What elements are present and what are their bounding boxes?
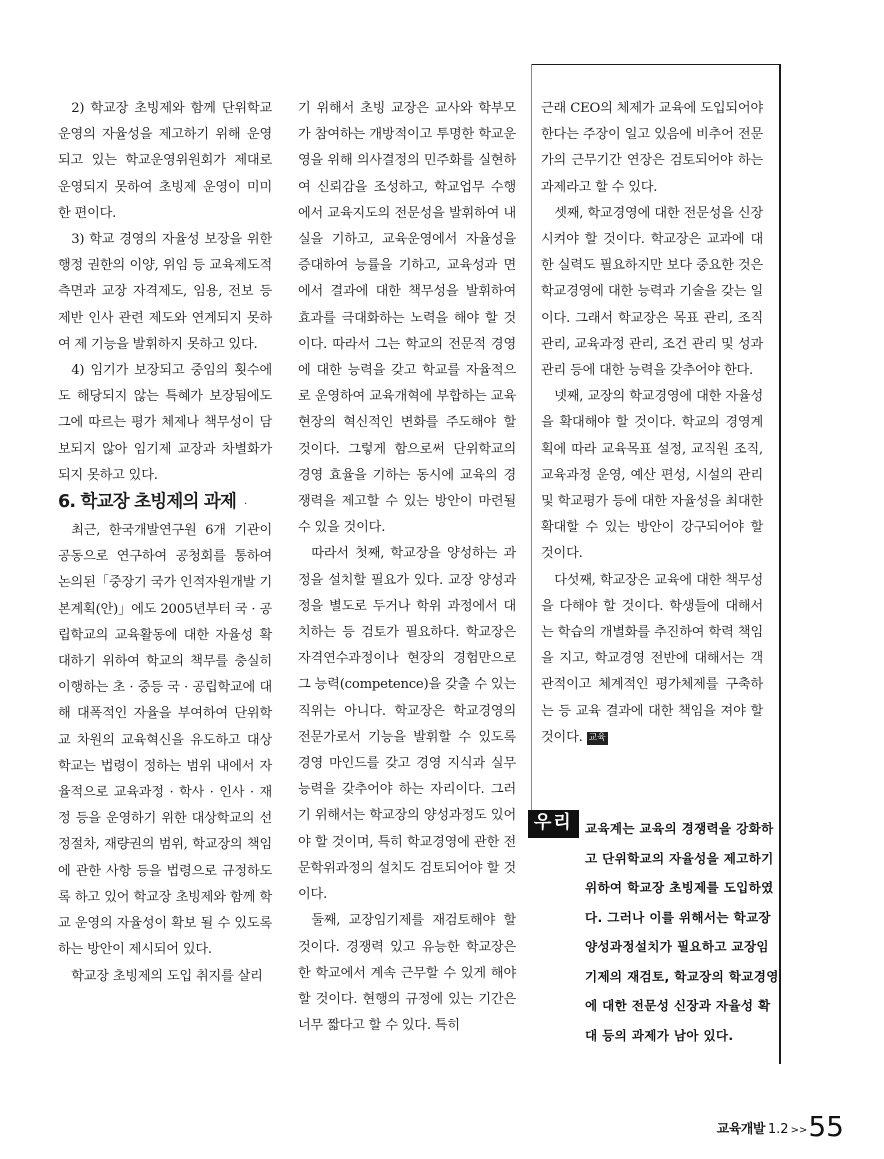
article-end-mark: 교육 xyxy=(588,732,606,743)
sidebar-frame-left-rule xyxy=(531,64,532,816)
summary-text: 교육계는 교육의 경쟁력을 강화하고 단위학교의 자율성을 제고하기 위하여 학교장 초빙제를 도입하였다. 그러나 이를 위해서는 학교장 양성과정설치가 필요하고 교장임기제의 재검토, 학교장의 학교경영에 대한 전문성 신장과 자율성 확대 등의 과제가 남아 있다. xyxy=(585,821,779,1043)
section-heading-text: 6. 학교장 초빙제의 과제 xyxy=(58,492,237,513)
sidebar-frame-top-rule xyxy=(532,64,780,65)
body-paragraph: 넷째, 교장의 학교경영에 대한 자율성을 확대해야 할 것이다. 학교의 경영계획에 따라 교육목표 설정, 교직원 조직, 교육과정 운영, 예산 편성, 시설의 관리 및 학교평가 등에 대한 자율성을 최대한 확대할 수 있는 방안이 강구되어야 할 것이다. xyxy=(541,389,763,562)
body-paragraph: 2) 학교장 초빙제와 함께 단위학교 운영의 자율성을 제고하기 위해 운영되고 있는 학교운영위원회가 제대로 운영되지 못하여 초빙제 운영이 미미한 편이다. xyxy=(58,101,272,221)
body-paragraph-continued: 기 위해서 초빙 교장은 교사와 학부모가 참여하는 개방적이고 투명한 학교운영을 위해 의사결정의 민주화를 실현하여 신뢰감을 조성하고, 학교업무 수행에서 교육지도의 전문성을 발휘하여 내실을 기하고, 교육운영에서 자율성을 증대하여 능률을 기하고, 교육성과 면에서 결과에 대한 책무성을 발휘하여 효과를 극대화하는 노력을 해야 할 것이다. 따라서 그는 학교의 전문적 경영에 대한 능력을 갖고 학교를 자율적으로 운영하여 교육개혁에 부합하는 교육현장의 혁신적인 변화를 주도해야 할 것이다. 그렇게 함으로써 단위학교의 경영 효율을 기하는 동시에 교육의 경쟁력을 제고할 수 있는 방안이 마련될 수 있을 것이다. xyxy=(298,101,516,536)
section-heading xyxy=(58,489,272,518)
text-column-3 xyxy=(541,96,763,751)
page-number: 55 xyxy=(808,1110,844,1143)
body-paragraph: 학교장 초빙제의 도입 취지를 살리 xyxy=(71,968,263,984)
body-paragraph: 3) 학교 경영의 자율성 보장을 위한 행정 권한의 이양, 위임 등 교육제도적 측면과 교장 자격제도, 임용, 전보 등 제반 인사 관련 제도와 연계되지 못하여 제 기능을 발휘하지 못하고 있다. xyxy=(58,232,272,352)
text-column-1 xyxy=(58,96,272,990)
heading-dot-mark: · xyxy=(244,499,247,511)
body-paragraph: 4) 임기가 보장되고 중임의 횟수에도 해당되지 않는 특혜가 보장됨에도 그에 따르는 평가 체제나 책무성이 담보되지 않아 임기제 교장과 차별화가 되지 못하고 있다. xyxy=(58,363,272,483)
magazine-name: 교육개발 xyxy=(716,1122,765,1137)
text-column-2 xyxy=(298,96,516,1039)
body-paragraph xyxy=(541,568,763,751)
summary-tag-label: 우리 xyxy=(528,810,579,838)
body-paragraph-continued: 근래 CEO의 체제가 교육에 도입되어야 한다는 주장이 일고 있음에 비추어 전문가의 근무기간 연장은 검토되어야 하는 과제라고 할 수 있다. xyxy=(541,101,763,195)
page-footer xyxy=(717,1110,844,1143)
body-paragraph: 둘째, 교장임기제를 재검토해야 할 것이다. 경쟁력 있고 유능한 학교장은 한 학교에서 계속 근무할 수 있게 해야 할 것이다. 현행의 규정에 있는 기간은 너무 짧다고 할 수 있다. 특히 xyxy=(298,913,516,1034)
body-paragraph: 셋째, 학교경영에 대한 전문성을 신장시켜야 할 것이다. 학교장은 교과에 대한 실력도 필요하지만 보다 중요한 것은 학교경영에 대한 능력과 기술을 갖는 일이다. 그래서 학교장은 목표 관리, 조직 관리, 교육과정 관리, 조건 관리 및 성과 관리 등에 대한 능력을 갖추어야 한다. xyxy=(541,205,763,379)
issue-number: 1.2 xyxy=(767,1122,789,1137)
body-paragraph: 따라서 첫째, 학교장을 양성하는 과정을 설치할 필요가 있다. 교장 양성과정을 별도로 두거나 학위 과정에서 대치하는 등 검토가 필요하다. 학교장은 자격연수과정이나 현장의 경험만으로 그 능력(competence)을 갖출 수 있는 직위는 아니다. 학교장은 학교경영의 전문가로서 기능을 발휘할 수 있도록 경영 마인드를 갖고 경영 지식과 실무 능력을 갖추어야 하는 자리이다. 그러기 위해서는 학교장의 양성과정도 있어야 할 것이며, 특히 학교경영에 관한 전문학위과정의 설치도 검토되어야 할 것이다. xyxy=(298,546,516,903)
final-paragraph-text: 다섯째, 학교장은 교육에 대한 책무성을 다해야 할 것이다. 학생들에 대해서는 학습의 개별화를 추진하여 학력 책임을 지고, 학교경영 전반에 대해서는 객관적이고 체계적인 평가체제를 구축하는 등 교육 결과에 대한 책임을 져야 할 것이다. xyxy=(541,572,763,745)
body-paragraph: 최근, 한국개발연구원 6개 기관이 공동으로 연구하여 공청회를 통하여 논의된「중장기 국가 인적자원개발 기본계획(안)」에도 2005년부터 국 · 공립학교의 교육활동에 대한 자율성 확대하기 위하여 학교의 책무를 충실히 이행하는 초 · 중등 국 · 공립학교에 대해 대폭적인 자율을 부여하여 단위학교 차원의 교육혁신을 유도하고 대상 학교는 법령이 정하는 범위 내에서 자율적으로 교육과정 · 학사 · 인사 · 재정 등을 운영하기 위한 대상학교의 선정절차, 재량권의 범위, 학교장의 책임에 관한 사항 등을 법령으로 규정하도록 하고 있어 학교장 초빙제와 함께 학교 운영의 자율성이 확보 될 수 있도록 하는 방안이 제시되어 있다. xyxy=(58,523,272,958)
arrow-glyphs: >> xyxy=(790,1125,808,1136)
